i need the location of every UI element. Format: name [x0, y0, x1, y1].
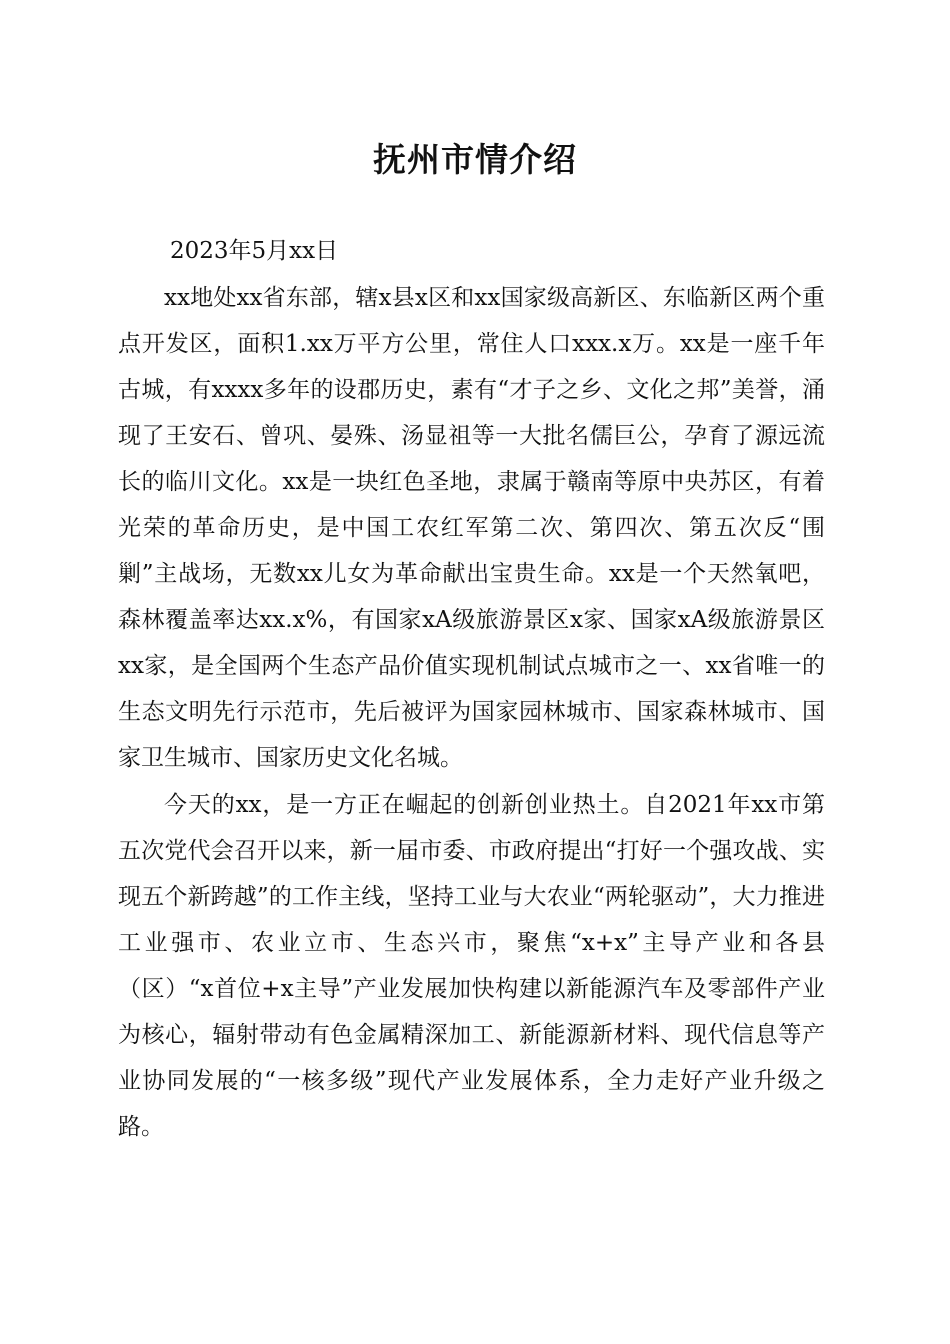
document-title: 抚州市情介绍 — [373, 140, 577, 179]
paragraph-city-overview: xx地处xx省东部，辖x县x区和xx国家级高新区、东临新区两个重点开发区，面积1.xx万平方公里，常住人口xxx.x万。xx是一座千年古城，有xxxx多年的设郡历史，素有“才子之乡、文化之邦”美誉，涌现了王安石、曾巩、晏殊、汤显祖等一大批名儒巨公，孕育了源远流长的临川文化。xx是一块红色圣地，隶属于赣南等原中央苏区，有着光荣的革命历史，是中国工农红军第二次、第四次、第五次反“围剿”主战场，无数xx儿女为革命献出宝贵生命。xx是一个天然氧吧，森林覆盖率达xx.x%，有国家xA级旅游景区x家、国家xA级旅游景区xx家，是全国两个生态产品价值实现机制试点城市之一、xx省唯一的生态文明先行示范市，先后被评为国家园林城市、国家森林城市、国家卫生城市、国家历史文化名城。 — [118, 285, 825, 771]
paragraph-industry-development: 今天的xx，是一方正在崛起的创新创业热土。自2021年xx市第五次党代会召开以来，新一届市委、市政府提出“打好一个强攻战、实现五个新跨越”的工作主线，坚持工业与大农业“两轮驱动”，大力推进工业强市、农业立市、生态兴市，聚焦“x+x”主导产业和各县（区）“x首位+x主导”产业发展加快构建以新能源汽车及零部件产业为核心，辐射带动有色金属精深加工、新能源新材料、现代信息等产业协同发展的“一核多级”现代产业发展体系，全力走好产业升级之路。 — [118, 792, 825, 1140]
document-date: 2023年5月xx日 — [170, 238, 339, 264]
